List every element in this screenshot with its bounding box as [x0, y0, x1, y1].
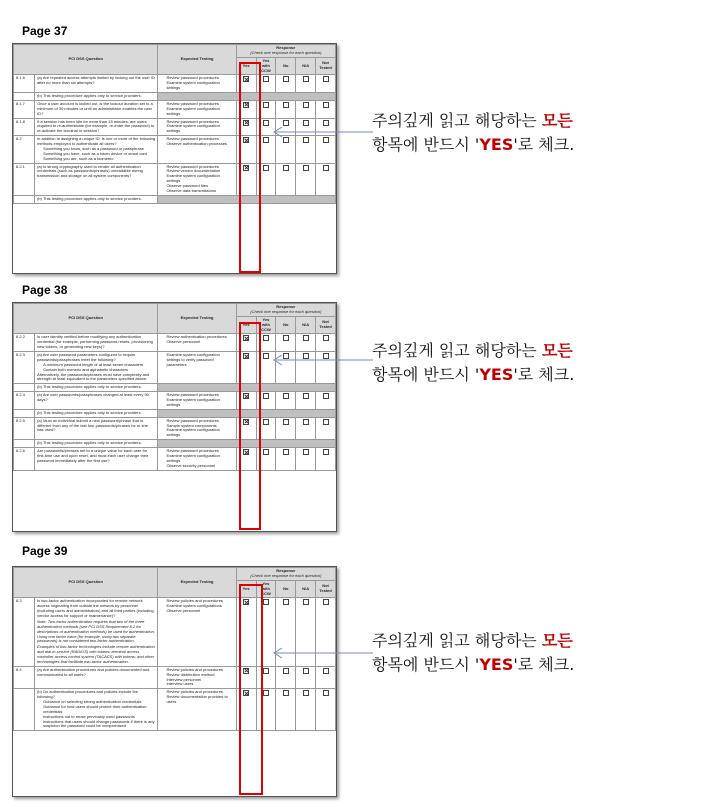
expected-testing-item: • Examine system configuration settings	[166, 428, 233, 438]
header-response-title: Response	[276, 304, 296, 309]
response-cell	[296, 100, 316, 118]
response-checkbox[interactable]	[263, 690, 269, 696]
table-row	[14, 417, 336, 440]
expected-testing-cell	[158, 118, 236, 136]
table-row	[14, 666, 336, 689]
expected-testing-item: • Examine system configuration settings	[166, 107, 233, 117]
header-col-0: Yes	[236, 580, 256, 598]
expected-testing-cell	[158, 75, 236, 93]
expected-testing-cell	[158, 136, 236, 163]
header-question: PCI DSS Question	[14, 304, 158, 334]
response-cell	[296, 163, 316, 195]
question-cell	[35, 352, 158, 384]
requirement-number: 8.2.3	[14, 352, 35, 384]
callout-text: 주의깊게 읽고 해당하는	[372, 631, 542, 650]
expected-testing-item: • Review documentation provided to users	[166, 695, 233, 705]
question-text: Alternatively, the passwords/phrases must have complexity and strength at least equivalent to the parameters specified above.	[37, 371, 150, 382]
expected-testing-list	[160, 102, 233, 117]
question-text: (a) Are authentication procedures and policies documented and communicated to all users?	[37, 666, 150, 677]
question-text: In addition to assigning a unique ID, is one or more of the following methods employed to authenticate all users?	[37, 136, 156, 146]
expected-testing-item: • Review vendor documentation	[166, 169, 233, 174]
response-checkbox[interactable]	[323, 449, 329, 455]
expected-testing-list	[160, 449, 233, 469]
yes-column-highlight-37	[239, 62, 261, 273]
response-checkbox[interactable]	[303, 449, 309, 455]
header-expected-testing: Expected Testing	[158, 45, 236, 75]
table-row	[14, 689, 336, 731]
response-checkbox[interactable]	[323, 393, 329, 399]
response-cell	[316, 75, 336, 93]
question-text: Are passwords/phrases set to a unique value for each user for first-time use and upon reset, and must each user change their password immediately after the first use?	[37, 448, 149, 463]
response-checkbox[interactable]	[323, 690, 329, 696]
expected-testing-item: • Interview personnel	[166, 678, 233, 683]
callout-text: 항목에 반드시 '	[372, 655, 480, 674]
expected-testing-item: • Review password procedures	[166, 137, 233, 142]
header-col-0: Yes	[236, 57, 256, 75]
question-cell	[35, 409, 158, 417]
header-expected-testing: Expected Testing	[158, 568, 236, 598]
header-col-1: Yes with CCW	[256, 57, 276, 75]
expected-testing-cell	[158, 598, 236, 666]
table-row	[14, 163, 336, 195]
question-bullets	[37, 147, 155, 162]
question-bullet: • Something you are, such as a biometric	[43, 157, 155, 162]
question-text: (a) Must an individual submit a new password/phrase that is different from any of the last four passwords/phrases he or she has used?	[37, 417, 148, 433]
table-row	[14, 392, 336, 410]
expected-testing-item: • Review password procedures	[166, 393, 233, 398]
expected-testing-item: • Review policies and procedures	[166, 599, 233, 604]
expected-testing-item: • Review password procedures	[166, 102, 233, 107]
header-col-4: Not Tested	[316, 316, 336, 334]
response-checkbox[interactable]	[283, 690, 289, 696]
response-checkbox[interactable]	[303, 335, 309, 341]
expected-testing-item: • Observe data transmissions	[166, 189, 233, 194]
expected-testing-item: • Examine system configuration settings	[166, 81, 233, 91]
question-cell	[35, 440, 158, 448]
expected-testing-item: • Sample system components	[166, 424, 233, 429]
response-checkbox[interactable]	[303, 668, 309, 674]
question-bullets	[37, 700, 155, 729]
question-cell	[35, 384, 158, 392]
requirement-number: 8.2.5	[14, 417, 35, 440]
response-checkbox[interactable]	[263, 393, 269, 399]
response-checkbox[interactable]	[263, 102, 269, 108]
response-checkbox[interactable]	[263, 449, 269, 455]
response-cell	[276, 100, 296, 118]
callout-highlight: YES	[479, 135, 514, 154]
response-cell	[316, 392, 336, 410]
header-response	[236, 304, 335, 317]
question-cell	[35, 195, 158, 203]
question-cell	[35, 93, 158, 101]
question-text: Is user identity verified before modifying any authentication credential (for example, performing password resets, provisioning new tokens, or generating new keys)?	[37, 334, 153, 350]
response-checkbox[interactable]	[323, 102, 329, 108]
header-question: PCI DSS Question	[14, 568, 158, 598]
expected-testing-item: • Interview users	[166, 682, 233, 687]
document-page-39	[12, 566, 337, 797]
requirement-number: 8.1.8	[14, 118, 35, 136]
question-bullet: • Contain both numeric and alphabetic characters	[43, 368, 155, 373]
expected-testing-item: • Examine system configuration settings	[166, 398, 233, 408]
expected-testing-list	[160, 668, 233, 688]
response-checkbox[interactable]	[283, 449, 289, 455]
question-text: Is two-factor authentication incorporated for remote network access originating from outside the network by personnel (including users and administrators) and all third parties (including vendor access for support or maintenance)?	[37, 598, 154, 618]
requirement-number: 8.2	[14, 136, 35, 163]
question-bullet: • Guidance for how users should protect their authentication credentials	[43, 705, 155, 715]
page-label-38: Page 38	[22, 283, 68, 297]
yes-column-highlight-39	[239, 584, 263, 795]
response-cell	[316, 100, 336, 118]
question-bullet: • Something you know, such as a password or passphrase	[43, 147, 155, 152]
question-bullet: • Instructions not to reuse previously used passwords	[43, 715, 155, 720]
callout-highlight: 모든	[541, 341, 573, 360]
requirement-number: 8.4	[14, 666, 35, 689]
header-col-2: No	[276, 580, 296, 598]
question-note: Note: Two-factor authentication requires that two of the three authentication methods (see PCI DSS Requirement 8.2 for descriptions of authentication methods) be used for authentication. Using one factor twice (for example, using two separate passwords) is not considered two-factor authentication.	[37, 618, 155, 644]
expected-testing-item: • Review policies and procedures	[166, 690, 233, 695]
response-cell	[296, 417, 316, 440]
response-checkbox[interactable]	[303, 690, 309, 696]
response-cell	[316, 448, 336, 471]
callout-text: 주의깊게 읽고 해당하는	[372, 341, 542, 360]
response-checkbox[interactable]	[263, 599, 269, 605]
response-checkbox[interactable]	[323, 419, 329, 425]
response-checkbox[interactable]	[283, 102, 289, 108]
response-checkbox[interactable]	[283, 335, 289, 341]
question-cell	[35, 136, 158, 163]
expected-testing-item: • Review password procedures	[166, 449, 233, 454]
expected-testing-list	[160, 165, 233, 194]
table-row	[14, 334, 336, 352]
expected-testing-item: • Review password procedures	[166, 76, 233, 81]
expected-testing-cell	[158, 334, 236, 352]
requirement-number	[14, 384, 35, 392]
header-col-3: N/A	[296, 580, 316, 598]
table-row	[14, 100, 336, 118]
expected-testing-list	[160, 690, 233, 705]
response-checkbox[interactable]	[323, 599, 329, 605]
table-row	[14, 440, 336, 448]
response-checkbox[interactable]	[263, 419, 269, 425]
expected-testing-cell	[158, 163, 236, 195]
pci-table	[13, 303, 336, 471]
header-col-0: Yes	[236, 316, 256, 334]
question-text: (b) This testing procedure applies only to service providers.	[37, 93, 142, 98]
table-row	[14, 409, 336, 417]
question-text: (a) Is strong cryptography used to render all authentication credentials (such as passwords/phrases) unreadable during transmission and storage on all system components?	[37, 163, 143, 179]
requirement-number: 8.2.1	[14, 163, 35, 195]
response-checkbox[interactable]	[303, 393, 309, 399]
header-col-3: N/A	[296, 57, 316, 75]
question-bullet: • A minimum password length of at least seven characters	[43, 363, 155, 368]
yes-column-highlight-38	[239, 322, 261, 530]
header-question: PCI DSS Question	[14, 45, 158, 75]
expected-testing-item: • Review password procedures	[166, 419, 233, 424]
response-cell	[296, 689, 316, 731]
header-col-1: Yes with CCW	[256, 580, 276, 598]
response-cell	[316, 689, 336, 731]
response-checkbox[interactable]	[283, 599, 289, 605]
page-label-39: Page 39	[22, 544, 68, 558]
header-col-2: No	[276, 57, 296, 75]
page-label-37: Page 37	[22, 24, 68, 38]
table-row	[14, 384, 336, 392]
callout-text: '로 체크.	[513, 655, 575, 674]
callout-39	[372, 629, 712, 677]
response-checkbox[interactable]	[303, 102, 309, 108]
question-cell	[35, 163, 158, 195]
response-checkbox[interactable]	[283, 419, 289, 425]
expected-testing-list	[160, 353, 233, 368]
response-checkbox[interactable]	[303, 165, 309, 171]
expected-testing-list	[160, 393, 233, 408]
question-text: If a session has been idle for more than 15 minutes, are users required to re-authenticate (for example, re-enter the password) to re-activate the terminal or session?	[37, 118, 155, 134]
header-response-subtitle: (Check one response for each question)	[250, 572, 322, 578]
callout-highlight: 모든	[541, 631, 573, 650]
response-checkbox[interactable]	[323, 165, 329, 171]
expected-testing-item: • Review password procedures	[166, 120, 233, 125]
question-bullet: • Guidance on selecting strong authentication credentials	[43, 700, 155, 705]
response-cell	[316, 666, 336, 689]
expected-testing-list	[160, 120, 233, 135]
callout-38	[372, 339, 712, 387]
header-expected-testing: Expected Testing	[158, 304, 236, 334]
document-page-38	[12, 302, 337, 532]
question-cell	[35, 417, 158, 440]
question-text: Once a user account is locked out, is the lockout duration set to a minimum of 30 minutes or until an administrator enables the user ID?	[37, 100, 153, 116]
callout-text: 항목에 반드시 '	[372, 365, 480, 384]
question-text: (b) This testing procedure applies only to service providers.	[37, 409, 142, 415]
response-checkbox[interactable]	[303, 599, 309, 605]
question-bullet: • Something you have, such as a token device or smart card	[43, 152, 155, 157]
expected-testing-item: • Observe password files	[166, 184, 233, 189]
header-col-4: Not Tested	[316, 57, 336, 75]
question-bullet: • Instructions that users should change passwords if there is any suspicion the password could be compromised	[43, 720, 155, 730]
header-response	[236, 568, 335, 581]
response-checkbox[interactable]	[263, 335, 269, 341]
expected-testing-list	[160, 335, 233, 345]
requirement-number	[14, 93, 35, 101]
expected-testing-item: • Examine system configuration settings to verify password parameters	[166, 353, 233, 368]
question-text: (a) Are user password parameters configured to require passwords/passphrases meet the following?	[37, 352, 136, 362]
response-cell	[296, 448, 316, 471]
expected-testing-cell	[158, 417, 236, 440]
response-checkbox[interactable]	[323, 76, 329, 82]
response-cell	[276, 666, 296, 689]
response-cell	[276, 334, 296, 352]
expected-testing-list	[160, 76, 233, 91]
expected-testing-item: • Examine system configurations	[166, 604, 233, 609]
expected-testing-list	[160, 419, 233, 439]
header-col-4: Not Tested	[316, 580, 336, 598]
document-page-37	[12, 43, 337, 274]
expected-testing-cell	[158, 448, 236, 471]
header-col-1: Yes with CCW	[256, 316, 276, 334]
callout-text: '로 체크.	[513, 365, 575, 384]
response-checkbox[interactable]	[263, 668, 269, 674]
expected-testing-item: • Observe security personnel	[166, 464, 233, 469]
response-cell	[296, 334, 316, 352]
response-checkbox[interactable]	[283, 393, 289, 399]
header-response-subtitle: (Check one response for each question)	[250, 308, 322, 314]
callout-highlight: 모든	[541, 111, 573, 130]
requirement-number: 8.3	[14, 598, 35, 666]
question-cell	[35, 666, 158, 689]
response-cell	[276, 689, 296, 731]
question-cell	[35, 118, 158, 136]
question-text: (a) Are repeated access attempts limited by locking out the user ID after no more than six attempts?	[37, 75, 155, 86]
response-checkbox[interactable]	[283, 76, 289, 82]
question-cell	[35, 100, 158, 118]
header-col-2: No	[276, 316, 296, 334]
response-checkbox[interactable]	[283, 668, 289, 674]
response-checkbox[interactable]	[263, 165, 269, 171]
expected-testing-item: • Review password procedures	[166, 165, 233, 170]
question-text: (b) Do authentication procedures and policies include the following?	[37, 689, 139, 700]
expected-testing-cell	[158, 392, 236, 410]
header-response-subtitle: (Check one response for each question)	[250, 49, 322, 55]
callout-37	[372, 109, 712, 157]
requirement-number	[14, 195, 35, 203]
expected-testing-item: • Examine system configuration settings	[166, 174, 233, 184]
header-response-title: Response	[276, 45, 296, 50]
expected-testing-item: • Observe personnel	[166, 609, 233, 614]
table-row	[14, 93, 336, 101]
question-text: (a) Are user passwords/passphrases changed at least every 90 days?	[37, 392, 149, 402]
expected-testing-item: • Observe personnel	[166, 340, 233, 345]
expected-testing-item: • Review policies and procedures	[166, 668, 233, 673]
expected-testing-cell	[158, 689, 236, 731]
question-cell	[35, 75, 158, 93]
expected-testing-list	[160, 137, 233, 147]
response-checkbox[interactable]	[323, 668, 329, 674]
header-response-title: Response	[276, 568, 296, 573]
response-cell	[276, 417, 296, 440]
response-cell	[296, 392, 316, 410]
response-checkbox[interactable]	[303, 76, 309, 82]
expected-testing-item: • Examine system configuration settings	[166, 454, 233, 464]
question-cell	[35, 598, 158, 666]
response-checkbox[interactable]	[283, 165, 289, 171]
callout-highlight: YES	[479, 365, 514, 384]
expected-testing-cell	[158, 100, 236, 118]
response-cell	[316, 334, 336, 352]
question-cell	[35, 392, 158, 410]
response-cell	[316, 417, 336, 440]
requirement-number	[14, 440, 35, 448]
requirement-number: 8.2.4	[14, 392, 35, 410]
response-cell	[276, 75, 296, 93]
response-cell	[276, 392, 296, 410]
expected-testing-item: • Observe authentication processes	[166, 142, 233, 147]
question-text: (b) This testing procedure applies only to service providers.	[37, 195, 142, 201]
response-cell	[316, 163, 336, 195]
requirement-number: 8.1.7	[14, 100, 35, 118]
requirement-number: 8.1.6	[14, 75, 35, 93]
response-cell	[276, 163, 296, 195]
response-cell	[296, 666, 316, 689]
callout-text: '로 체크.	[513, 135, 575, 154]
response-checkbox[interactable]	[323, 335, 329, 341]
question-cell	[35, 689, 158, 731]
header-col-3: N/A	[296, 316, 316, 334]
expected-testing-list	[160, 599, 233, 614]
header-response	[236, 45, 335, 58]
expected-testing-item: • Review distribution method	[166, 673, 233, 678]
arrow-39	[268, 642, 378, 662]
response-checkbox[interactable]	[303, 419, 309, 425]
table-row	[14, 448, 336, 471]
requirement-number: 8.2.2	[14, 334, 35, 352]
expected-testing-item: • Examine system configuration settings	[166, 124, 233, 134]
callout-highlight: YES	[479, 655, 514, 674]
callout-text: 주의깊게 읽고 해당하는	[372, 111, 542, 130]
question-note: Examples of two-factor technologies include remote authentication and dial-in service (RADIUS) with tokens; terminal access controller access control system (TACACS) with tokens; and other technologies that facilitate two-factor authentication.	[37, 644, 155, 664]
question-cell	[35, 334, 158, 352]
question-cell	[35, 448, 158, 471]
arrow-38	[268, 350, 378, 370]
question-text: (b) This testing procedure applies only to service providers.	[37, 384, 142, 390]
expected-testing-item: • Review authentication procedures	[166, 335, 233, 340]
callout-text: 항목에 반드시 '	[372, 135, 480, 154]
table-row	[14, 195, 336, 203]
requirement-number: 8.2.6	[14, 448, 35, 471]
response-checkbox[interactable]	[263, 76, 269, 82]
expected-testing-cell	[158, 352, 236, 384]
table-row	[14, 75, 336, 93]
arrow-37	[268, 120, 378, 140]
response-cell	[296, 75, 316, 93]
requirement-number	[14, 409, 35, 417]
expected-testing-cell	[158, 666, 236, 689]
question-text: (b) This testing procedure applies only to service providers.	[37, 440, 142, 446]
response-cell	[276, 448, 296, 471]
requirement-number	[14, 689, 35, 731]
